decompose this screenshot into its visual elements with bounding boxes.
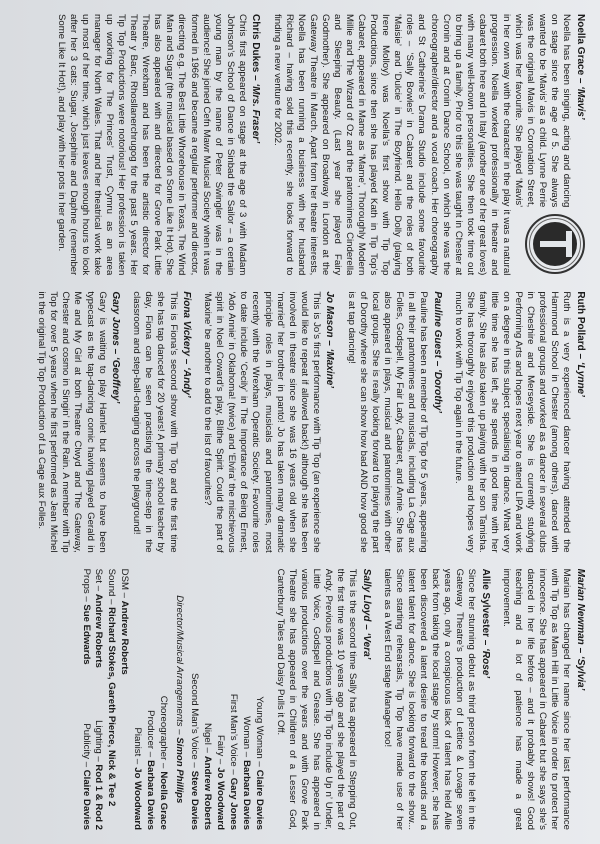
- bio-text: Pauline has been a member of Tip Top for 5 years, appearing in all their pantomimes and musicals, including La Cage aux Folles, Godspell, My Fair Lady, Cabaret, and Annie. She has also appeared in plays, musical and pantomimes with other local groups. She is really looking forward to playing the part of Dorothy where she can show how bad AND how good she is at tap dancing!: [345, 291, 430, 553]
- credits-block: [79, 569, 265, 830]
- tip-top-crest-icon: [524, 213, 586, 275]
- bio-text: Ruth is a very experienced dancer having attended the Hammond School in Chester (among others), danced with professional groups and worked as a dancer in several clubs in Cheshire and Merseyside. She is currently studying Performing Arts and hopes next year to attend LIPA and work on a degree in this subject specialising in dance. What very little time she has left, she spends in good time with her family. She has also taken up playing with her son Tamisha. She has thoroughly enjoyed this production and hopes very much to work with Tip Top again in the future.: [452, 291, 573, 553]
- bio-heading: Chris Dukes – ‘Mrs. Fraser’: [250, 14, 262, 144]
- bio-sally-lloyd: [274, 569, 372, 830]
- credit-row: Second Man’s Voice – Steve Davies: [189, 673, 201, 830]
- credit-row: Pianist – Jo Woodward: [131, 727, 143, 830]
- bio-heading: Fiona Vickery – ‘Andy’: [181, 291, 193, 398]
- bio-jo-mason: [201, 291, 335, 552]
- credit-row: Producer – Barbara Davies: [144, 710, 156, 830]
- crew-row: Set – Andrew Roberts Lighting – Rod 1 & Rod 2: [93, 568, 105, 830]
- column-3: [10, 569, 586, 830]
- bio-heading: Pauline Guest – ‘Dorothy’: [431, 291, 443, 414]
- bio-text: Gary is waiting to play Hamlet but seems to have been typecast as the tap-dancing comic having played Gerald in Me and My Girl at both Theatre Clwyd and The Gateway, Chester and cosmo in Singin’ in the Rain. A member with Tip Top for over 5 years when he first performed as Jean Michel in the original Tip Top Production of La Cage aux Folles.: [36, 291, 108, 553]
- bio-marian-newman: [500, 569, 586, 830]
- credit-row: First Man’s Voice – Gary Jones: [227, 693, 239, 830]
- credit-row: Choreographer – Noella Grace: [157, 695, 169, 830]
- bio-heading: Gary Jones – ‘Geoffrey’: [110, 291, 122, 404]
- bio-pauline-guest: [344, 291, 442, 552]
- bio-text: This is Jo’s first performance with Tip Top (an experience she would like to repeat if allowed back!) although she has been involved in theatre since she was 16 years old when she ‘married’ her brother in panto! Jo has taken many dramatic principle roles in plays, musicals and pantomimes, most recently with the Wrexham Operatic Society. Favourite roles to date include ‘Cecily’ in The Importance of Being Ernest, ‘Ado Annie’ in Oklahoma! (twice) and ‘Elvira’ the mischievous spirit in Noel Coward’s play, Blithe Spirit. Could the part of ‘Maxine’ be another to add to the list of favourites?: [202, 291, 322, 553]
- credit-row: Young Woman – Claire Davies: [253, 696, 265, 830]
- bio-text: Since her stunning debut as third person from the left in the Gateway Theatre’s production of Lettice & Lovage seven years ago, only a conspicuous lack of talent has held Allie back from taking the local stage by storm! However, she has been discovered a latent desire to tread the boards and a latent talent for dance. She is looking forward to the show... Since starting rehearsals, Tip Top have made use of her talents as a West End stage Manager too!: [381, 568, 478, 830]
- bio-heading: Jo Mason – ‘Maxine’: [324, 291, 336, 389]
- bio-gary-jones: [35, 291, 121, 552]
- crew-row: Props – Sue Edwards Publicity – Claire Davies: [80, 568, 92, 830]
- bio-ruth-pollard: [452, 291, 586, 552]
- bio-chris-dukes: [55, 14, 262, 275]
- bio-heading: Marian Newman – ‘Sylvia’: [575, 568, 586, 691]
- credit-row: Fairy – Jo Woodward: [215, 734, 227, 830]
- bio-fiona-vickery: [130, 291, 192, 552]
- bio-text: Noella has been singing, acting and dancing on stage since the age of 5. She always wanted to be ‘Mavis’ as a child. Lynne Perrie was the original Mavis in Coronation Street, which was her favourite. She played ‘Mavis’ in her own way with the character in the play it was a natural progression. Noella worked professionally in theatre and cabaret both here and in Italy (another one of her great loves) with many well-known personalities. She then took time out to bring up a family. Prior to this she was taught in Chester at Cronin and at Cronin Dance School, on which she was the choreographer/director and a vocal coach. Her choreography and St Catherine’s Drama Studio include some favourite roles – ‘Sally Bowles’ in Cabaret and the roles of both ‘Maisie’ and ‘Dulcie’ in The Boyfriend. Hello Dolly (playing Irene Molloy) was Noella’s first show with Tip Top Productions, since then she has played Kath in Tip Top’s Cabaret, appeared in Mame as ‘Mame’, Thoroughly Modern Millie and The Wizard of Oz and the pantomimes Cinderella and Sleeping Beauty. (Last year she played Fairy Godmother). She appeared on Broadway in London at the Gateway Theatre in March. Apart from her theatre interests, Noella has been running a business with her husband Richard – having sold this recently, she looks forward to finding a new venture for 2002.: [271, 14, 573, 276]
- column-2: [10, 291, 586, 552]
- crew-row: DSM – Andrew Roberts: [119, 568, 131, 675]
- bio-allie-sylvester: [381, 569, 491, 830]
- credit-row: Woman – Barbara Davies: [240, 716, 252, 830]
- bio-text: Chris first appeared on stage at the age of 3 with Madam Johnson’s School of Dance in Sinbad the Sailor – a certain young man by the name of Peter Swingler was in the audience! She joined Cefn Mawr Musical Society when it was formed in 1966 and became a regular performer and director, directing e.g. The Best Little Whorehouse in Texas, The Wind Man and Sugar (the musical based on Some Like It Hot). She has also appeared with and directed for Grove Park Little Theatre, Wrexham and has been the artistic director for Theatr y Barc, Rhosllanerchrugog for the past 5 years. Her Tip Top Productions were notorious! Her profession is taken up working for The Princes’ Trust, Cymru as an area manager for North Wales. That and her theatrical work take up most of her time, which just leaves enough hours to look after her 3 cats: Sugar, Josephine and Daphne (remember Some Like It Hot!), and play with her pots in her garden.: [55, 14, 248, 276]
- bio-heading: Ruth Pollard – ‘Lynne’: [575, 291, 586, 397]
- director-credit: Director/Musical Arrangements – Simon Phillips: [173, 595, 185, 804]
- crew-row: Sound – Richard Stokes, Gareth Pierce, Nick & Tee 2: [106, 568, 118, 807]
- bio-text: This is the second time Sally has appeared in Stepping Out, the first time was 10 years ago and she played the part of Andy. Previous productions with Tip Top include Up n’ Under, Little Voice, Godspell and Grease. She has appeared in various productions over the years and with Grove Park Theatre she has appeared in Children of a Lesser God, Canterbury Tales and Daisy Pulls it Off.: [274, 568, 359, 830]
- bio-text: This is Fiona’s second show with Tip Top and the first time she has tap danced for 20 years! A primary school teacher by day, Fiona can be seen practising the time-step in the classroom and step-ball-changing across the playground!: [131, 291, 179, 553]
- bio-heading: Allie Sylvester – ‘Rose’: [479, 568, 491, 679]
- credit-row: Nigel – Andrew Roberts: [202, 723, 214, 830]
- bio-heading: Noella Grace – ‘Mavis’: [575, 14, 586, 120]
- bio-text: Marian has changed her name since her last performance with Tip Top as Mam Hilt in Little Voice in order to protect her innocence. She has appeared in Cabaret but she says she’s danced in her life before – and it probably shows! Good teaching and a lot of patience has made a great improvement.: [501, 568, 573, 830]
- bio-heading: Sally Lloyd – ‘Vera’: [360, 568, 372, 660]
- column-1: [10, 14, 586, 275]
